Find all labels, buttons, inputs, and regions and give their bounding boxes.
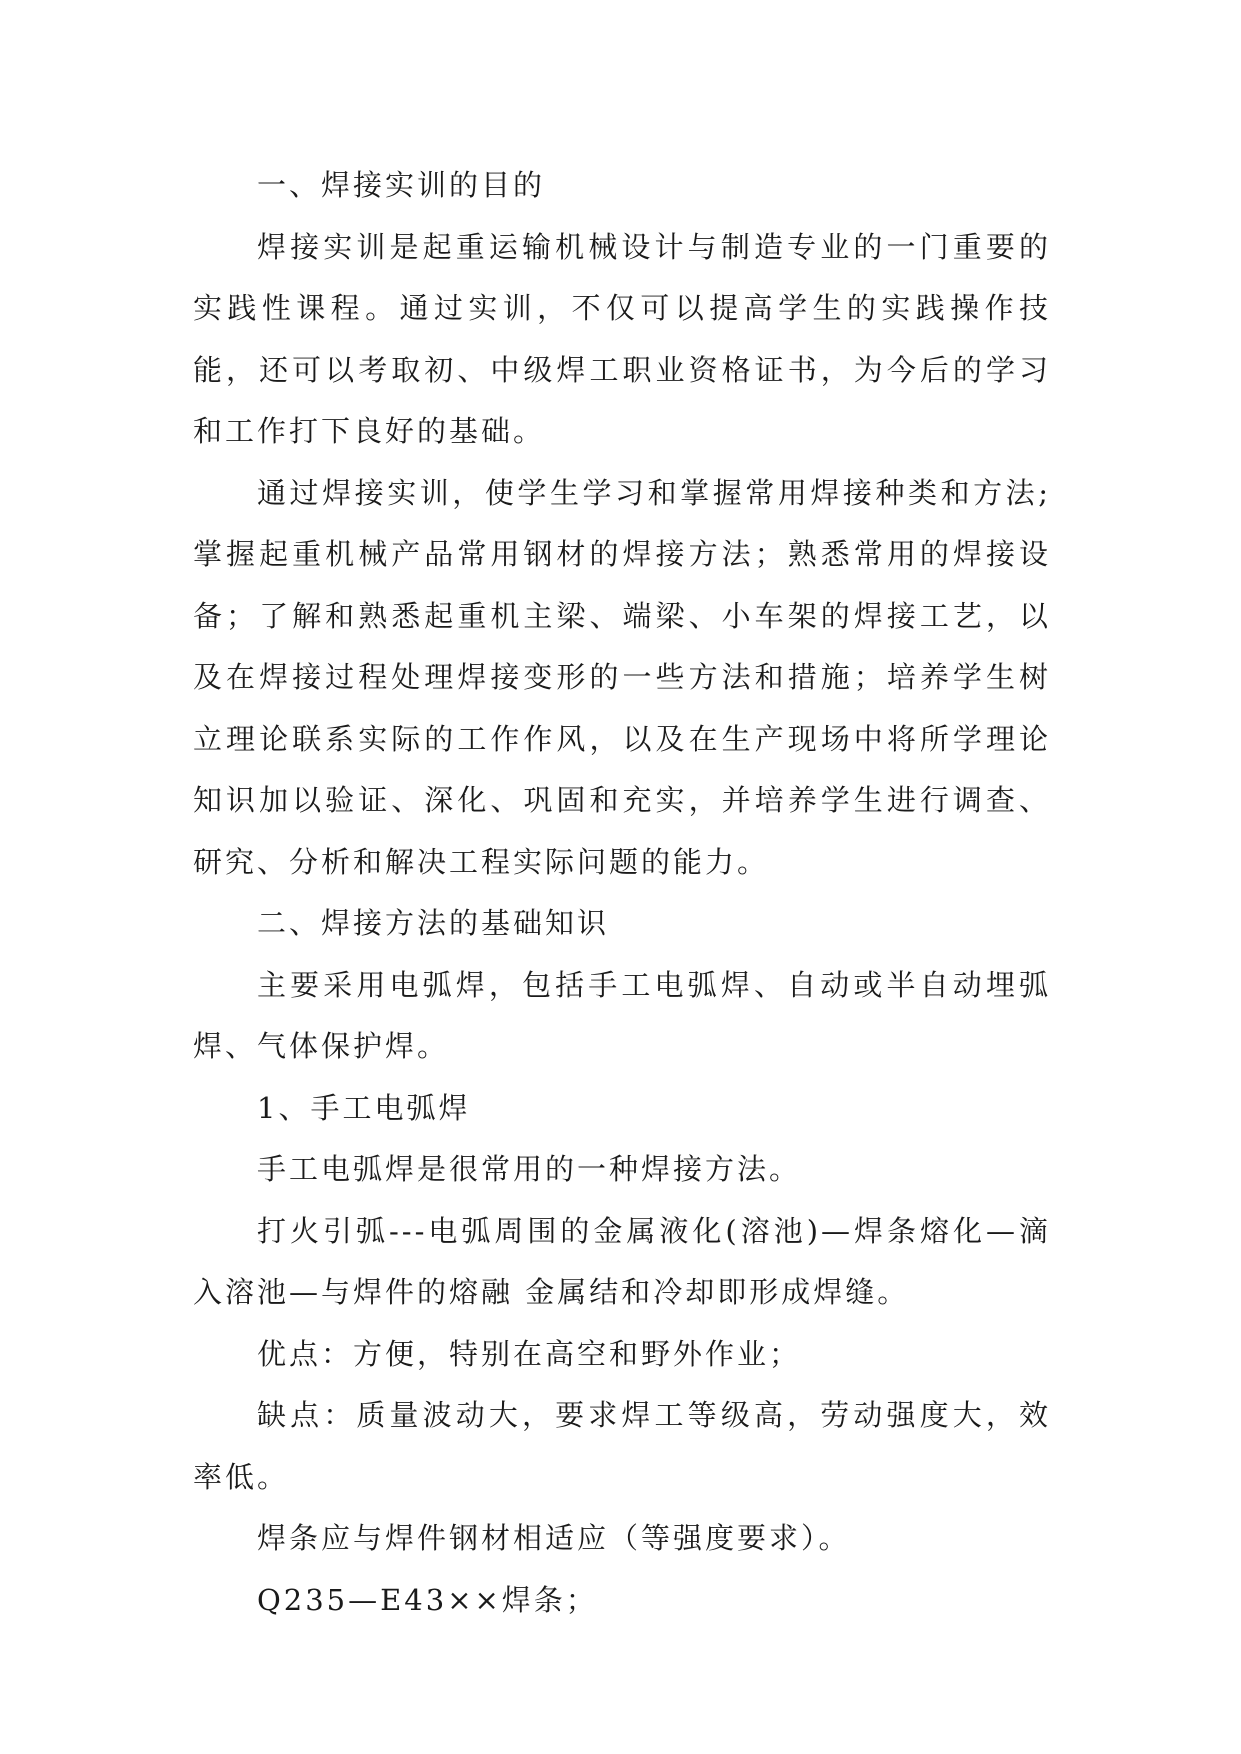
paragraph-electrode-spec: Q235—E43××焊条； (257, 1582, 598, 1617)
paragraph-training-goals: 通过焊接实训，使学生学习和掌握常用焊接种类和方法;掌握起重机械产品常用钢材的焊接方法；熟悉常用的焊接设备；了解和熟悉起重机主梁、端梁、小车架的焊接工艺，以及在焊接过程处理焊接变形的一些方法和措施；培养学生树立理论联系实际的工作作风，以及在生产现场中将所学理论知识加以验证、深化、巩固和充实，并培养学生进行调查、研究、分析和解决工程实际问题的能力。 (193, 475, 1051, 879)
paragraph-purpose: 焊接实训是起重运输机械设计与制造专业的一门重要的实践性课程。通过实训，不仅可以提高学生的实践操作技能，还可以考取初、中级焊工职业资格证书，为今后的学习和工作打下良好的基础。 (193, 229, 1051, 448)
section-heading-1: 一、焊接实训的目的 (257, 168, 546, 202)
document-body (193, 155, 1051, 1631)
paragraph-arc-process: 打火引弧---电弧周围的金属液化(溶池)—焊条熔化—滴入溶池—与焊件的熔融 金属结和冷却即形成焊缝。 (193, 1213, 1051, 1309)
section-heading-2: 二、焊接方法的基础知识 (257, 906, 610, 940)
paragraph-electrode-match: 焊条应与焊件钢材相适应（等强度要求）。 (257, 1521, 851, 1555)
paragraph-manual-arc-intro: 手工电弧焊是很常用的一种焊接方法。 (257, 1152, 802, 1186)
subsection-heading-manual-arc: 1、手工电弧焊 (257, 1090, 471, 1125)
paragraph-welding-methods: 主要采用电弧焊，包括手工电弧焊、自动或半自动埋弧焊、气体保护焊。 (193, 967, 1051, 1063)
paragraph-advantages: 优点：方便，特别在高空和野外作业； (257, 1336, 802, 1371)
paragraph-disadvantages: 缺点：质量波动大，要求焊工等级高，劳动强度大，效率低。 (193, 1398, 1051, 1494)
